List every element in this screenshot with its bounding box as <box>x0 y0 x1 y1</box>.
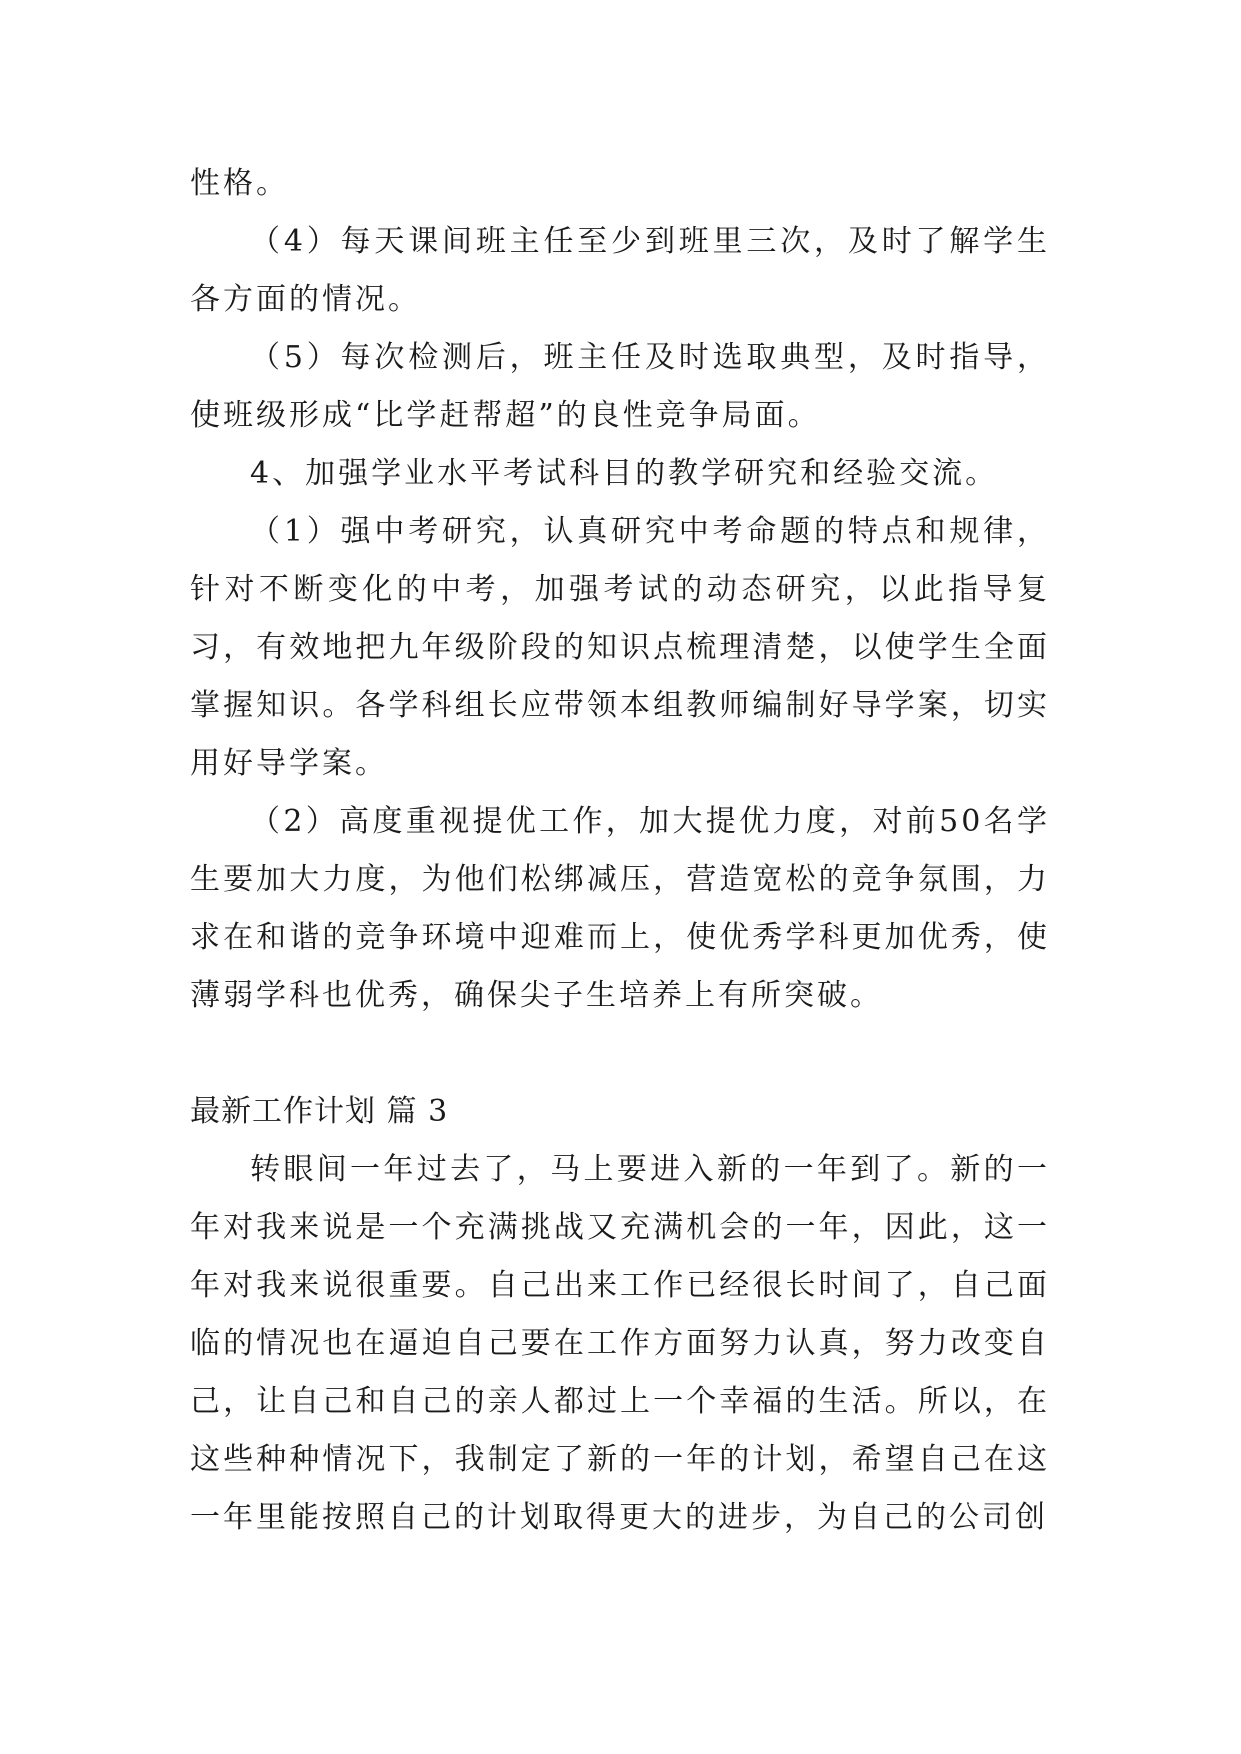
section-spacer <box>190 1025 1050 1083</box>
paragraph-item-4: （4）每天课间班主任至少到班里三次，及时了解学生各方面的情况。 <box>190 224 1050 317</box>
paragraph-continuation: 性格。 <box>190 166 289 201</box>
paragraph-section-4: 4、加强学业水平考试科目的教学研究和经验交流。 <box>250 456 999 491</box>
paragraph-subitem-1: （1）强中考研究，认真研究中考命题的特点和规律，针对不断变化的中考，加强考试的动态研究，以此指导复习，有效地把九年级阶段的知识点梳理清楚，以使学生全面掌握知识。各学科组长应带领本组教师编制好导学案，切实用好导学案。 <box>190 514 1050 781</box>
document-body <box>190 155 1050 1547</box>
paragraph-item-5: （5）每次检测后，班主任及时选取典型，及时指导，使班级形成“比学赶帮超”的良性竞争局面。 <box>190 340 1050 433</box>
section-heading: 最新工作计划 篇 3 <box>190 1094 449 1129</box>
section-paragraph: 转眼间一年过去了，马上要进入新的一年到了。新的一年对我来说是一个充满挑战又充满机会的一年，因此，这一年对我来说很重要。自己出来工作已经很长时间了，自己面临的情况也在逼迫自己要在工作方面努力认真，努力改变自己，让自己和自己的亲人都过上一个幸福的生活。所以，在这些种种情况下，我制定了新的一年的计划，希望自己在这一年里能按照自己的计划取得更大的进步，为自己的公司创 <box>190 1152 1050 1535</box>
paragraph-subitem-2: （2）高度重视提优工作，加大提优力度，对前50名学生要加大力度，为他们松绑减压，营造宽松的竞争氛围，力求在和谐的竞争环境中迎难而上，使优秀学科更加优秀，使薄弱学科也优秀，确保尖子生培养上有所突破。 <box>190 804 1050 1013</box>
